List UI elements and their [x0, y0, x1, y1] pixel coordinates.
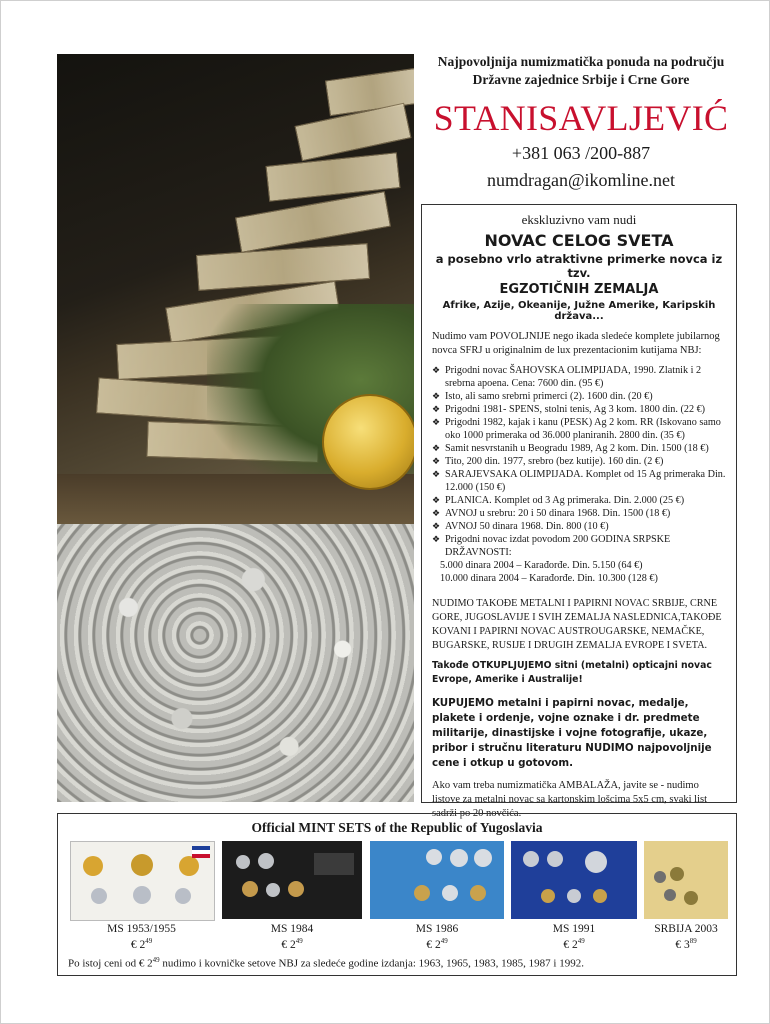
bullet-icon: ❖ [432, 521, 441, 531]
bullet-icon: ❖ [432, 534, 441, 544]
mint-sets-title: Official MINT SETS of the Republic of Yugoslavia [251, 820, 543, 835]
sub-list-item: 10.000 dinara 2004 – Karađorđe. Din. 10.300 (128 €) [440, 573, 658, 584]
mint-set-name: MS 1984 [270, 923, 314, 935]
mint-set-image [644, 841, 728, 919]
mint-set-1986 [370, 841, 504, 951]
sub-list-item: 5.000 dinara 2004 – Karađorđe. Din. 5.150 (64 €) [440, 560, 643, 571]
packaging-text: Ako vam treba numizmatička AMBALAŽA, javite se - nudimo listove za metalni novac sa kartonskim lošcima 5x5 cm, svaki list sadrži po 20 novčića. [432, 780, 707, 819]
mint-set-image [70, 841, 215, 921]
mint-set-1984 [222, 841, 362, 951]
mint-sets-box [57, 813, 737, 976]
phone-number: +381 063 /200-887 [511, 143, 651, 163]
mint-set-name: MS 1991 [552, 923, 596, 935]
mint-set-1953 [70, 841, 213, 951]
bullet-icon: ❖ [432, 417, 441, 427]
list-item: ❖ Prigodni 1981- SPENS, stolni tenis, Ag 3 kom. 1800 din. (22 €) [432, 404, 706, 415]
mint-set-price: € $2^{49}$ [563, 937, 585, 951]
bullet-icon: ❖ [432, 404, 441, 414]
jubilee-intro: Nudimo vam POVOLJNIJE nego ikada sledeće komplete jubilarnog novca SFRJ u originalnim de lux prezentacionim kutijama NBJ: [432, 331, 720, 356]
list-item: ❖ PLANICA. Komplet od 3 Ag primeraka. Din. 2.000 (25 €) [432, 495, 685, 506]
also-offer-text: NUDIMO TAKOĐE METALNI I PAPIRNI NOVAC SRBIJE, CRNE GORE, JUGOSLAVIJE I SVIH ZEMALJA NASLEDNICA,TAKOĐE KOVANI I PAPIRNI NOVAC AUSTROUGARSKE, NEMAČKE, BUGARSKE, RUSIJE I DRUGIH ZEMALJA EVROPE I SVETA. [432, 598, 722, 651]
bullet-icon: ❖ [432, 365, 441, 375]
list-item: ❖ SARAJEVSAKA OLIMPIJADA. Komplet od 15 Ag primeraka Din. 12.000 (150 €) [432, 469, 726, 493]
brand-name: STANISAVLJEVIĆ [433, 98, 729, 138]
mint-sets-footer: Po istoj ceni od € $2^{49}$ nudimo i kovničke setove NBJ za sledeće godine izdanja: 1963, 1965, 1983, 1985, 1987 i 1992. [68, 956, 584, 970]
offer-subtitle-2: EGZOTIČNIH ZEMALJA [499, 282, 659, 297]
list-item: ❖ Prigodni novac izdat povodom 200 GODINA SRPSKE DRŽAVNOSTI: [432, 534, 671, 558]
bullet-icon: ❖ [432, 391, 441, 401]
list-item: ❖ AVNOJ u srebru: 20 i 50 dinara 1968. Din. 1500 (18 €) [432, 508, 671, 519]
list-item: ❖ Prigodni novac ŠAHOVSKA OLIMPIJADA, 1990. Zlatnik i 2 srebrna apoena. Cena: 7600 din. (95 €) [432, 365, 702, 389]
offer-subtitle: a posebno vrlo atraktivne primerke novca iz tzv. [435, 252, 723, 280]
list-item: ❖ AVNOJ 50 dinara 1968. Din. 800 (10 €) [432, 521, 609, 532]
buyback-text: Takođe OTKUPLJUJEMO sitni (metalni) opticajni novac Evrope, Amerike i Australije! [432, 660, 712, 685]
mint-set-1991 [511, 841, 637, 951]
mint-set-name: MS 1986 [415, 923, 459, 935]
buying-text: KUPUJEMO metalni i papirni novac, medalje, plakete i ordenje, vojne oznake i dr. predmete militarije, dinastijske i vojne fotografije, ukaze, pribor i stručnu literaturu NUDIMO najpovoljnije cene i otkup u gotovom. [432, 697, 712, 769]
bullet-icon: ❖ [432, 456, 441, 466]
offer-headline: NOVAC CELOG SVETA [484, 231, 674, 250]
list-item: ❖ Isto, ali samo srebrni primerci (2). 1600 din. (20 €) [432, 391, 653, 402]
mint-set-serbia-2003 [644, 841, 728, 951]
list-item: ❖ Prigodni 1982, kajak i kanu (PESK) Ag 2 kom. RR (Iskovano samo oko 1000 primeraka od 36.000 planiranih. 2800 din. (35 €) [432, 417, 721, 441]
mint-set-price: € $3^{89}$ [675, 937, 697, 951]
bullet-icon: ❖ [432, 495, 441, 505]
header [421, 53, 741, 191]
mint-set-name: SRBIJA 2003 [654, 923, 718, 935]
tagline-line-2: Državne zajednice Srbije i Crne Gore [472, 72, 690, 87]
bullet-icon: ❖ [432, 469, 441, 479]
mint-set-image [222, 841, 362, 919]
offer-intro: ekskluzivno vam nudi [521, 212, 637, 227]
bullet-icon: ❖ [432, 443, 441, 453]
offer-continents: Afrike, Azije, Okeanije, Južne Amerike, Karipskih država... [442, 300, 716, 322]
list-item: ❖ Samit nesvrstanih u Beogradu 1989, Ag 2 kom. Din. 1500 (18 €) [432, 443, 709, 454]
email-address: numdragan@ikomline.net [486, 170, 676, 190]
jubilee-list [432, 364, 726, 559]
mint-set-price: € $2^{49}$ [281, 937, 303, 951]
mint-set-image [370, 841, 504, 919]
mint-set-price: € $2^{49}$ [130, 937, 153, 951]
tagline-line-1: Najpovoljnija numizmatička ponuda na području [437, 54, 725, 69]
banknotes-and-coins-photo [57, 54, 414, 802]
coin-pile [57, 524, 414, 802]
mint-set-image [511, 841, 637, 919]
mint-set-price: € $2^{49}$ [426, 937, 448, 951]
gold-coin [322, 394, 414, 490]
offer-box [421, 204, 737, 819]
list-item: ❖ Tito, 200 din. 1977, srebro (bez kutije). 160 din. (2 €) [432, 456, 664, 467]
bullet-icon: ❖ [432, 508, 441, 518]
mint-set-name: MS 1953/1955 [107, 923, 176, 935]
